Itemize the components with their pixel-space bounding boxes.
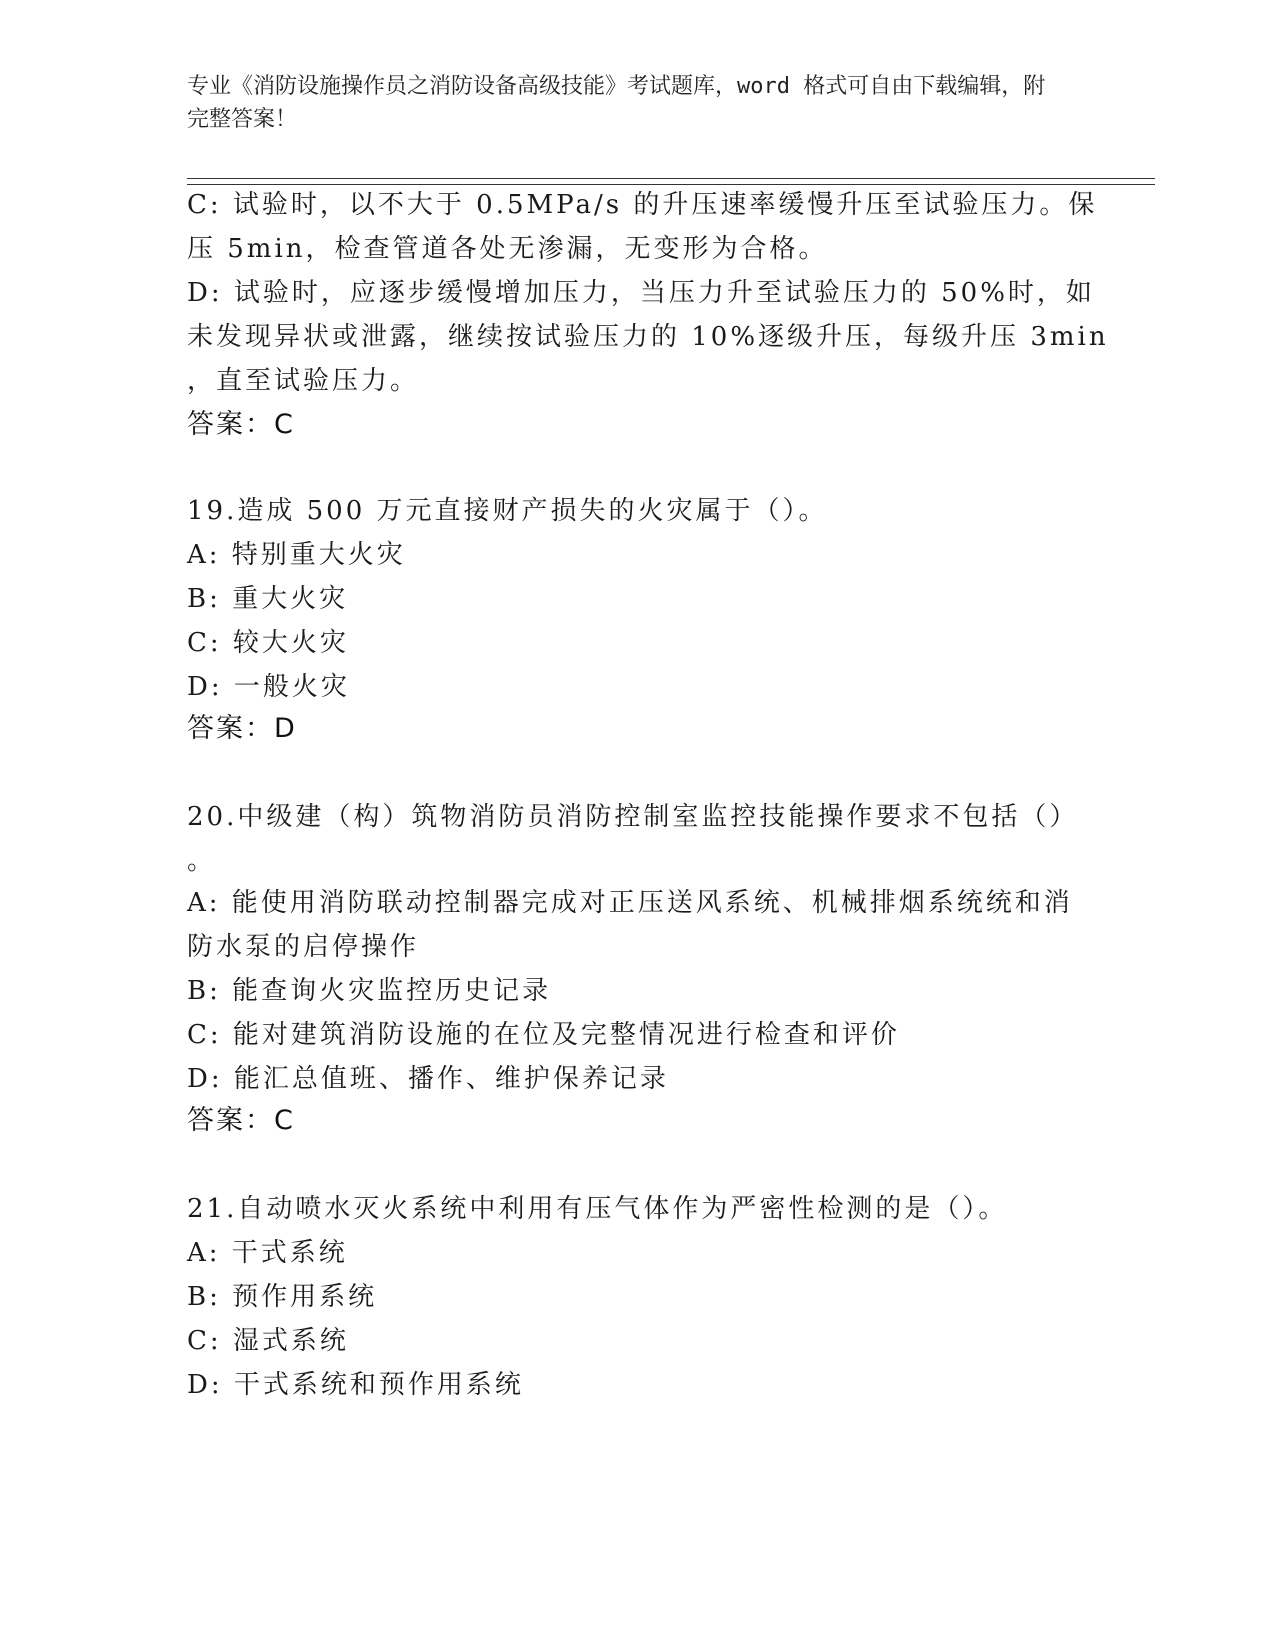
question-21-option-a: A: 干式系统 — [187, 1238, 348, 1268]
question-20-option-b: B: 能查询火灾监控历史记录 — [187, 976, 552, 1006]
question-21-option-c: C: 湿式系统 — [187, 1326, 349, 1356]
answer-18: 答案：C — [187, 409, 295, 440]
header-rule-bottom — [187, 184, 1155, 185]
page-header: 专业《消防设施操作员之消防设备高级技能》考试题库，word 格式可自由下载编辑，附完整答案！ — [187, 74, 1046, 132]
option-d-line-2: 未发现异状或泄露，继续按试验压力的 10%逐级升压，每级升压 3min — [187, 322, 1109, 352]
question-21-option-d: D: 干式系统和预作用系统 — [187, 1370, 524, 1400]
header-rule-top — [187, 178, 1155, 179]
option-d-line-3: ，直至试验压力。 — [187, 366, 420, 396]
option-d-line-1: D: 试验时，应逐步缓慢增加压力，当压力升至试验压力的 50%时，如 — [187, 278, 1095, 308]
question-19-text: 19.造成 500 万元直接财产损失的火灾属于（）。 — [187, 496, 828, 526]
question-20-option-a-line-2: 防水泵的启停操作 — [187, 932, 420, 962]
answer-19: 答案：D — [187, 713, 297, 744]
question-19-option-b: B: 重大火灾 — [187, 584, 349, 614]
question-21-option-b: B: 预作用系统 — [187, 1282, 378, 1312]
question-20-option-d: D: 能汇总值班、播作、维护保养记录 — [187, 1064, 669, 1094]
option-c-line-1: C: 试验时，以不大于 0.5MPa/s 的升压速率缓慢升压至试验压力。保 — [187, 190, 1098, 220]
question-20-text-line-2: 。 — [187, 846, 217, 876]
question-21-text: 21.自动喷水灭火系统中利用有压气体作为严密性检测的是（）。 — [187, 1194, 1008, 1224]
question-20-text-line-1: 20.中级建（构）筑物消防员消防控制室监控技能操作要求不包括（） — [187, 802, 1079, 832]
option-c-line-2: 压 5min，检查管道各处无渗漏，无变形为合格。 — [187, 234, 828, 264]
question-19-option-a: A: 特别重大火灾 — [187, 540, 406, 570]
question-20-option-c: C: 能对建筑消防设施的在位及完整情况进行检查和评价 — [187, 1020, 900, 1050]
answer-20: 答案：C — [187, 1105, 295, 1136]
question-19-option-d: D: 一般火灾 — [187, 672, 350, 702]
question-20-option-a-line-1: A: 能使用消防联动控制器完成对正压送风系统、机械排烟系统统和消 — [187, 888, 1073, 918]
question-19-option-c: C: 较大火灾 — [187, 628, 349, 658]
